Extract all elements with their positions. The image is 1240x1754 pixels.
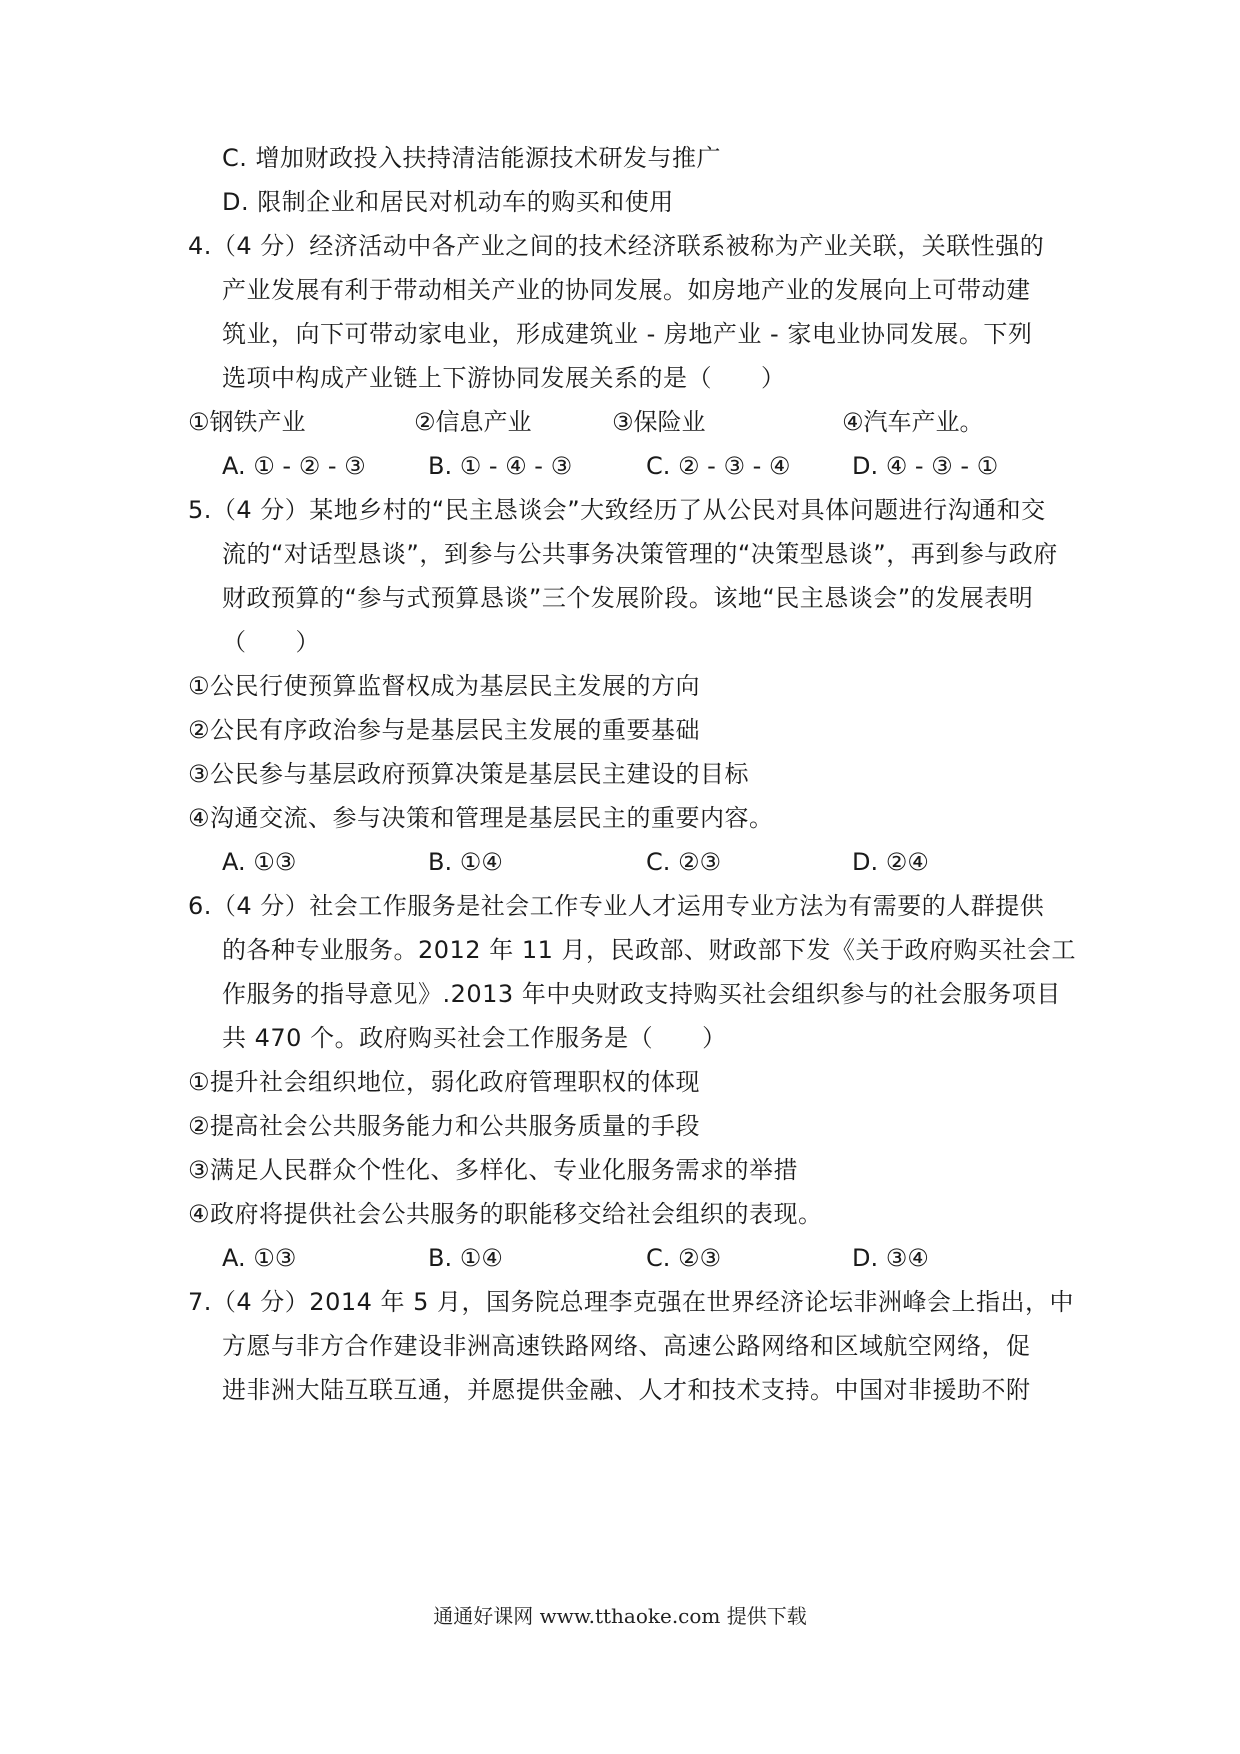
q6-statement-3: ③满足人民群众个性化、多样化、专业化服务需求的举措: [188, 1156, 799, 1184]
q5-stem-line-1: 5.（4 分）某地乡村的“民主恳谈会”大致经历了从公民对具体问题进行沟通和交: [188, 496, 1046, 524]
q6-statement-2: ②提高社会公共服务能力和公共服务质量的手段: [188, 1112, 701, 1140]
page-footer: 通通好课网 www.tthaoke.com 提供下载: [433, 1604, 807, 1628]
q4-answer-d: D. ④ - ③ - ①: [852, 452, 999, 480]
q5-stem-line-2: 流的“对话型恳谈”，到参与公共事务决策管理的“决策型恳谈”，再到参与政府: [222, 540, 1058, 568]
q3-option-c: C. 增加财政投入扶持清洁能源技术研发与推广: [222, 144, 722, 172]
q6-stem-line-1: 6.（4 分）社会工作服务是社会工作专业人才运用专业方法为有需要的人群提供: [188, 892, 1045, 920]
q4-items: [188, 406, 1088, 438]
q6-statement-1: ①提升社会组织地位，弱化政府管理职权的体现: [188, 1068, 701, 1096]
q5-answer-b: B. ①④: [428, 848, 503, 876]
q6-answer-a: A. ①③: [222, 1244, 297, 1272]
q5-stem-line-4: （ ）: [222, 628, 320, 656]
q5-statement-4: ④沟通交流、参与决策和管理是基层民主的重要内容。: [188, 804, 774, 832]
q4-stem-line-2: 产业发展有利于带动相关产业的协同发展。如房地产业的发展向上可带动建: [222, 276, 1031, 304]
q5-answer-a: A. ①③: [222, 848, 297, 876]
q4-stem-line-1: 4.（4 分）经济活动中各产业之间的技术经济联系被称为产业关联，关联性强的: [188, 232, 1045, 260]
q4-answer-b: B. ① - ④ - ③: [428, 452, 573, 480]
q6-answers: [222, 1242, 1082, 1274]
q4-stem-line-4: 选项中构成产业链上下游协同发展关系的是（ ）: [222, 364, 786, 392]
q6-answer-b: B. ①④: [428, 1244, 503, 1272]
q4-item-4: ④汽车产业。: [842, 408, 984, 436]
q4-answer-c: C. ② - ③ - ④: [646, 452, 791, 480]
q4-item-2: ②信息产业: [414, 408, 532, 436]
q5-answer-d: D. ②④: [852, 848, 929, 876]
q4-item-1: ①钢铁产业: [188, 408, 306, 436]
q5-statement-2: ②公民有序政治参与是基层民主发展的重要基础: [188, 716, 701, 744]
q5-stem-line-3: 财政预算的“参与式预算恳谈”三个发展阶段。该地“民主恳谈会”的发展表明: [222, 584, 1034, 612]
q6-answer-c: C. ②③: [646, 1244, 722, 1272]
q4-answers: [222, 450, 1082, 482]
q6-stem-line-3: 作服务的指导意见》.2013 年中央财政支持购买社会组织参与的社会服务项目: [222, 980, 1061, 1008]
q6-stem-line-4: 共 470 个。政府购买社会工作服务是（ ）: [222, 1024, 727, 1052]
q4-item-3: ③保险业: [612, 408, 706, 436]
q4-answer-a: A. ① - ② - ③: [222, 452, 366, 480]
q5-answers: [222, 846, 1082, 878]
q5-statement-1: ①公民行使预算监督权成为基层民主发展的方向: [188, 672, 701, 700]
q5-answer-c: C. ②③: [646, 848, 722, 876]
q7-stem-line-3: 进非洲大陆互联互通，并愿提供金融、人才和技术支持。中国对非援助不附: [222, 1376, 1031, 1404]
q6-stem-line-2: 的各种专业服务。2012 年 11 月，民政部、财政部下发《关于政府购买社会工: [222, 936, 1077, 964]
q7-stem-line-1: 7.（4 分）2014 年 5 月，国务院总理李克强在世界经济论坛非洲峰会上指出，中: [188, 1288, 1075, 1316]
q3-option-d: D. 限制企业和居民对机动车的购买和使用: [222, 188, 674, 216]
q7-stem-line-2: 方愿与非方合作建设非洲高速铁路网络、高速公路网络和区域航空网络，促: [222, 1332, 1031, 1360]
q6-answer-d: D. ③④: [852, 1244, 929, 1272]
q6-statement-4: ④政府将提供社会公共服务的职能移交给社会组织的表现。: [188, 1200, 823, 1228]
q4-stem-line-3: 筑业，向下可带动家电业，形成建筑业 - 房地产业 - 家电业协同发展。下列: [222, 320, 1033, 348]
q5-statement-3: ③公民参与基层政府预算决策是基层民主建设的目标: [188, 760, 750, 788]
